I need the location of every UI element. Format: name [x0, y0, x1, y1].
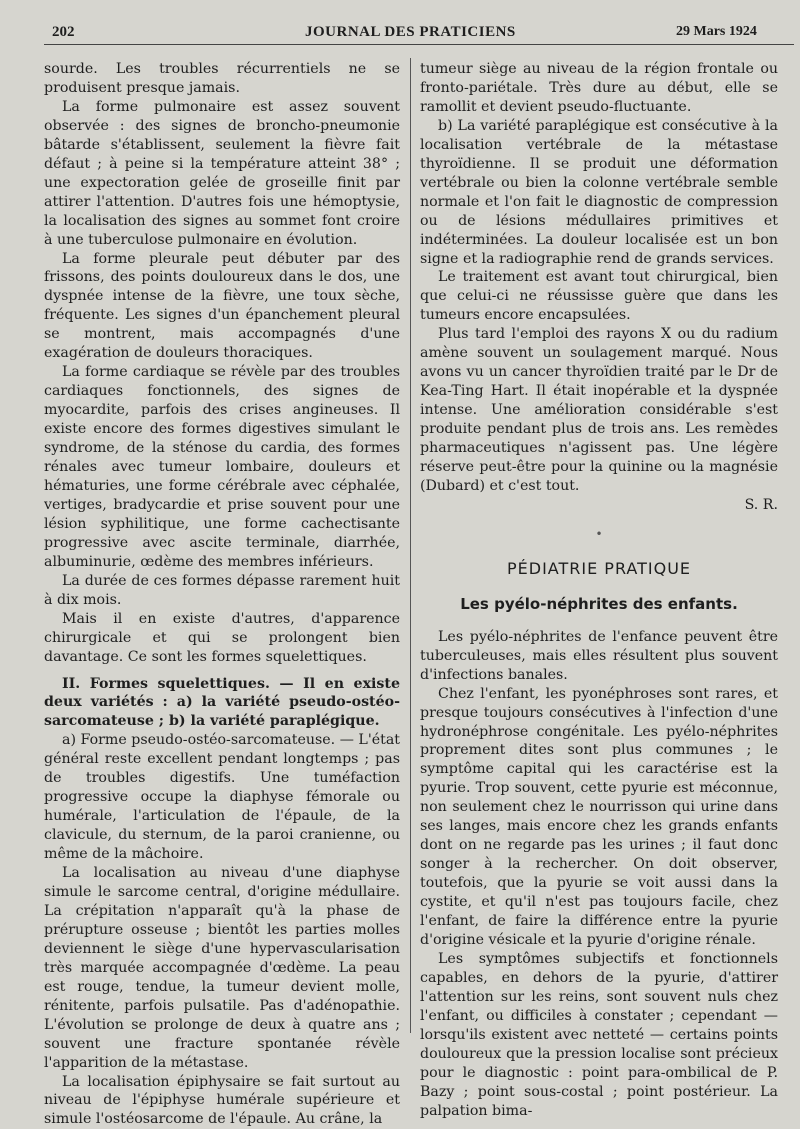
- section-separator: •: [595, 526, 603, 541]
- paragraph: La forme cardiaque se révèle par des troubles cardiaques fonctionnels, des signes de myocardite, parfois des crises angineuses. Il existe encore des formes digestives simulant le syndrome, de la sténose du cardia, des formes rénales avec tumeur lombaire, douleurs et hématuries, une forme cérébrale avec céphalée, vertiges, bradycardie et prise souvent pour une lésion syphilitique, une forme cachectisante progressive avec ascite terminale, diarrhée, albuminurie, œdème des membres inférieurs.: [44, 364, 400, 570]
- issue-date: 29 Mars 1924: [676, 24, 757, 39]
- paragraph: Le traitement est avant tout chirurgical, bien que celui-ci ne réussisse guère que dans les tumeurs encore encapsulées.: [420, 269, 778, 324]
- paragraph: La forme pleurale peut débuter par des frissons, des points douloureux dans le dos, une dyspnée intense de la fièvre, une toux sèche, fréquente. Les signes d'un épanchement pleural se montrent, mais accompagnés d'une exagération de douleurs thoraciques.: [44, 250, 400, 362]
- section-paragraph: II. Formes squelettiques. — Il en existe deux variétés : a) la variété pseudo-ostéo-sarcomateuse ; b) la variété paraplégique.: [44, 675, 400, 730]
- paragraph: La forme pulmonaire est assez souvent observée : des signes de broncho-pneumonie bâtarde s'établissent, seulement la fièvre fait défaut ; à peine si la température atteint 38° ; une expectoration gelée de groseille finit par attirer l'attention. D'autres fois une hémoptysie, la localisation des signes au sommet font croire à une tuberculose pulmonaire en évolution.: [44, 98, 400, 248]
- column-divider: [410, 58, 411, 1033]
- author-signature: S. R.: [744, 496, 778, 513]
- paragraph: La durée de ces formes dépasse rarement huit à dix mois.: [44, 572, 400, 608]
- paragraph: Les pyélo-néphrites de l'enfance peuvent être tuberculeuses, mais elles résultent plus souvent d'infections banales.: [420, 628, 778, 683]
- paragraph: Plus tard l'emploi des rayons X ou du radium amène souvent un soulagement marqué. Nous avons vu un cancer thyroïdien traité par le Dr de Kea-Ting Hart. Il était inopérable et la dyspnée intense. Une amélioration considérable s'est produite pendant plus de trois ans. Les remèdes pharmaceutiques n'agissent pas. Une légère réserve peut-être pour la quinine ou la magnésie (Dubard) et c'est tout.: [420, 326, 778, 494]
- article-title: Les pyélo-néphrites des enfants.: [460, 594, 738, 613]
- left-column: [44, 60, 400, 1129]
- page-header: [0, 22, 800, 44]
- paragraph: sourde. Les troubles récurrentiels ne se produisent presque jamais.: [44, 61, 400, 96]
- paragraph: Les symptômes subjectifs et fonctionnels capables, en dehors de la pyurie, d'attirer l'attention sur les reins, sont souvent nuls chez l'enfant, ou difficiles à constater ; cependant — lorsqu'ils existent avec netteté — certains points douloureux que la pression localise sont précieux pour le diagnostic : point para-ombilical de P. Bazy ; point sous-costal ; point postérieur. La palpation bima-: [420, 950, 778, 1119]
- journal-title: JOURNAL DES PRATICIENS: [305, 24, 516, 40]
- paragraph: Mais il en existe d'autres, d'apparence chirurgicale et qui se prolongent bien davantage. Ce sont les formes squelettiques.: [44, 610, 400, 665]
- paragraph: Chez l'enfant, les pyonéphroses sont rares, et presque toujours consécutives à l'infection d'une hydronéphrose congénitale. Les pyélo-néphrites proprement dites sont plus communes ; le symptôme capital qui les caractérise est la pyurie. Trop souvent, cette pyurie est méconnue, non seulement chez le nourrisson qui urine dans ses langes, mais encore chez les grands enfants dont on ne regarde pas les urines ; il faut donc songer à la rechercher. On doit observer, toutefois, que la pyurie se voit aussi dans la cystite, et qu'il n'est pas toujours facile, chez l'enfant, de faire la différence entre la pyurie d'origine vésicale et la pyurie d'origine rénale.: [420, 685, 778, 948]
- right-column: [420, 60, 778, 1121]
- paragraph: La localisation au niveau d'une diaphyse simule le sarcome central, d'origine médullaire. La crépitation n'apparaît qu'à la phase de prérupture osseuse ; bientôt les parties molles deviennent le siège d'une hypervascularisation très marquée accompagnée d'œdème. La peau est rouge, tendue, la tumeur devient molle, rénitente, parfois pulsatile. Pas d'adénopathie. L'évolution se prolonge de deux à quatre ans ; souvent une fracture spontanée révèle l'apparition de la métastase.: [44, 865, 400, 1071]
- section-heading: PÉDIATRIE PRATIQUE: [506, 558, 692, 578]
- paragraph: b) La variété paraplégique est consécutive à la localisation vertébrale de la métastase thyroïdienne. Il se produit une déformation vertébrale ou bien la colonne vertébrale semble normale et l'on fait le diagnostic de compression ou de lésions médullaires primitives et indéterminées. La douleur localisée est un bon signe et la radiographie rend de grands services.: [420, 117, 778, 267]
- paragraph: La localisation épiphysaire se fait surtout au niveau de l'épiphyse humérale supérieure et simule l'ostéosarcome de l'épaule. Au crâne, la: [44, 1073, 400, 1128]
- page-number: 202: [52, 24, 75, 40]
- header-rule: [44, 44, 794, 45]
- paragraph: tumeur siège au niveau de la région frontale ou fronto-pariétale. Très dure au début, elle se ramollit et devient pseudo-fluctuante.: [420, 61, 778, 115]
- paragraph: a) Forme pseudo-ostéo-sarcomateuse. — L'état général reste excellent pendant longtemps ; pas de troubles digestifs. Une tuméfaction progressive occupe la diaphyse fémorale ou humérale, l'articulation de l'épaule, de la clavicule, du sternum, de la paroi cranienne, ou même de la mâchoire.: [44, 732, 400, 863]
- signature-line: [420, 496, 778, 515]
